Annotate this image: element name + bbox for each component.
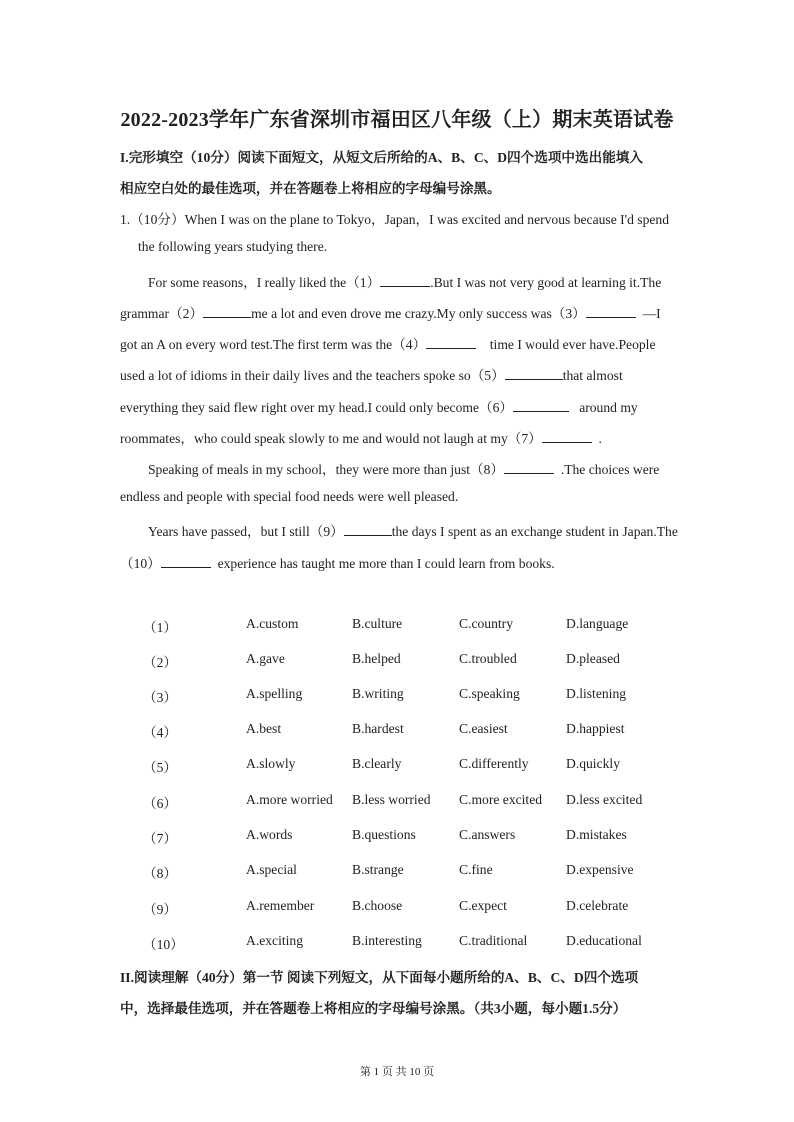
passage-line: [120, 552, 555, 572]
option-number: （6）: [143, 796, 177, 811]
passage-text: got an A on every word test.The first term was the（4）: [120, 337, 427, 352]
option-c: C.more excited: [459, 792, 543, 807]
option-number: （1）: [143, 620, 177, 635]
answer-blank-1: [380, 275, 430, 287]
option-a: A.best: [246, 721, 282, 736]
passage-text: time I would ever have.People: [489, 337, 656, 352]
option-a: A.remember: [246, 898, 315, 913]
option-b: B.culture: [352, 616, 403, 631]
option-number: （9）: [143, 902, 177, 917]
option-b: B.less worried: [352, 792, 431, 807]
passage-line: [120, 302, 661, 322]
passage-line: [148, 520, 678, 540]
option-a: A.special: [246, 862, 297, 877]
option-a: A.more worried: [246, 792, 333, 807]
passage-text: .The choices were: [560, 462, 660, 477]
option-b: B.questions: [352, 827, 416, 842]
answer-blank-9: [344, 524, 392, 536]
page-title: 2022-2023学年广东省深圳市福田区八年级（上）期末英语试卷: [120, 109, 674, 131]
passage-text: （10）: [120, 556, 161, 571]
option-d: D.quickly: [566, 756, 620, 771]
option-c: C.easiest: [459, 721, 508, 736]
answer-blank-2: [203, 306, 251, 318]
passage-text: Speaking of meals in my school，they were more than just（8）: [148, 462, 505, 477]
option-d: D.mistakes: [566, 827, 627, 842]
passage-text: me a lot and even drove me crazy.My only success was（3）: [251, 306, 586, 321]
option-c: C.troubled: [459, 651, 517, 666]
passage-text: roommates，who could speak slowly to me and would not laugh at my（7）: [120, 431, 542, 446]
passage-text: experience has taught me more than I could learn from books.: [217, 556, 555, 571]
option-c: C.traditional: [459, 933, 528, 948]
option-c: C.fine: [459, 862, 493, 877]
option-b: B.helped: [352, 651, 401, 666]
option-a: A.exciting: [246, 933, 304, 948]
option-c: C.differently: [459, 756, 529, 771]
passage-line: [120, 364, 623, 384]
option-a: A.gave: [246, 651, 285, 666]
option-d: D.language: [566, 616, 629, 631]
answer-blank-8: [504, 462, 554, 474]
passage-text: used a lot of idioms in their daily lives and the teachers spoke so（5）: [120, 368, 505, 383]
option-number: （5）: [143, 760, 177, 775]
option-number: （10）: [143, 937, 184, 952]
answer-blank-10: [161, 556, 211, 568]
passage-text: the days I spent as an exchange student in Japan.The: [391, 524, 678, 539]
q1-intro-line2: the following years studying there.: [138, 239, 328, 254]
option-d: D.happiest: [566, 721, 625, 736]
option-b: B.hardest: [352, 721, 404, 736]
option-b: B.choose: [352, 898, 403, 913]
answer-blank-4: [426, 337, 476, 349]
passage-text: —I: [642, 306, 661, 321]
option-b: B.writing: [352, 686, 404, 701]
answer-blank-5: [505, 368, 563, 380]
q1-intro-line1: 1.（10分）When I was on the plane to Tokyo，Japan，I was excited and nervous because I'd spend: [120, 212, 670, 227]
option-number: （7）: [143, 831, 177, 846]
passage-text: Years have passed，but I still（9）: [148, 524, 344, 539]
answer-blank-3: [586, 306, 636, 318]
section1-heading-line1: I.完形填空（10分）阅读下面短文，从短文后所给的A、B、C、D四个选项中选出能填入: [120, 150, 643, 165]
passage-line: endless and people with special food needs were well pleased.: [120, 489, 459, 504]
passage-text: For some reasons，I really liked the（1）: [148, 275, 381, 290]
passage-line: [148, 271, 661, 291]
option-number: （3）: [143, 690, 177, 705]
section1-heading-line2: 相应空白处的最佳选项，并在答题卷上将相应的字母编号涂黑。: [120, 181, 501, 196]
option-b: B.interesting: [352, 933, 422, 948]
passage-text: grammar（2）: [120, 306, 204, 321]
option-a: A.spelling: [246, 686, 303, 701]
option-d: D.pleased: [566, 651, 620, 666]
answer-blank-6: [513, 400, 569, 412]
option-d: D.educational: [566, 933, 642, 948]
option-c: C.country: [459, 616, 513, 631]
option-b: B.clearly: [352, 756, 402, 771]
section2-heading-line1: II.阅读理解（40分）第一节 阅读下列短文，从下面每小题所给的A、B、C、D四个选项: [120, 970, 639, 985]
passage-line: [120, 396, 638, 416]
option-number: （4）: [143, 725, 177, 740]
option-b: B.strange: [352, 862, 404, 877]
option-c: C.speaking: [459, 686, 520, 701]
option-c: C.answers: [459, 827, 516, 842]
section2-heading-line2: 中，选择最佳选项，并在答题卷上将相应的字母编号涂黑。（共3小题，每小题1.5分）: [120, 1001, 627, 1016]
answer-blank-7: [542, 431, 592, 443]
passage-text: .: [598, 431, 602, 446]
option-c: C.expect: [459, 898, 507, 913]
passage-text: everything they said flew right over my head.I could only become（6）: [120, 400, 513, 415]
passage-line: [120, 427, 602, 447]
passage-line: [120, 333, 655, 353]
option-d: D.listening: [566, 686, 627, 701]
page-footer: 第 1 页 共 10 页: [359, 1066, 435, 1078]
option-d: D.celebrate: [566, 898, 629, 913]
option-a: A.custom: [246, 616, 299, 631]
passage-text: that almost: [562, 368, 623, 383]
option-a: A.words: [246, 827, 293, 842]
option-d: D.less excited: [566, 792, 643, 807]
passage-text: .But I was not very good at learning it.The: [430, 275, 662, 290]
option-d: D.expensive: [566, 862, 634, 877]
passage-text: around my: [579, 400, 638, 415]
option-number: （2）: [143, 655, 177, 670]
option-a: A.slowly: [246, 756, 296, 771]
option-number: （8）: [143, 866, 177, 881]
passage-line: [148, 458, 659, 478]
